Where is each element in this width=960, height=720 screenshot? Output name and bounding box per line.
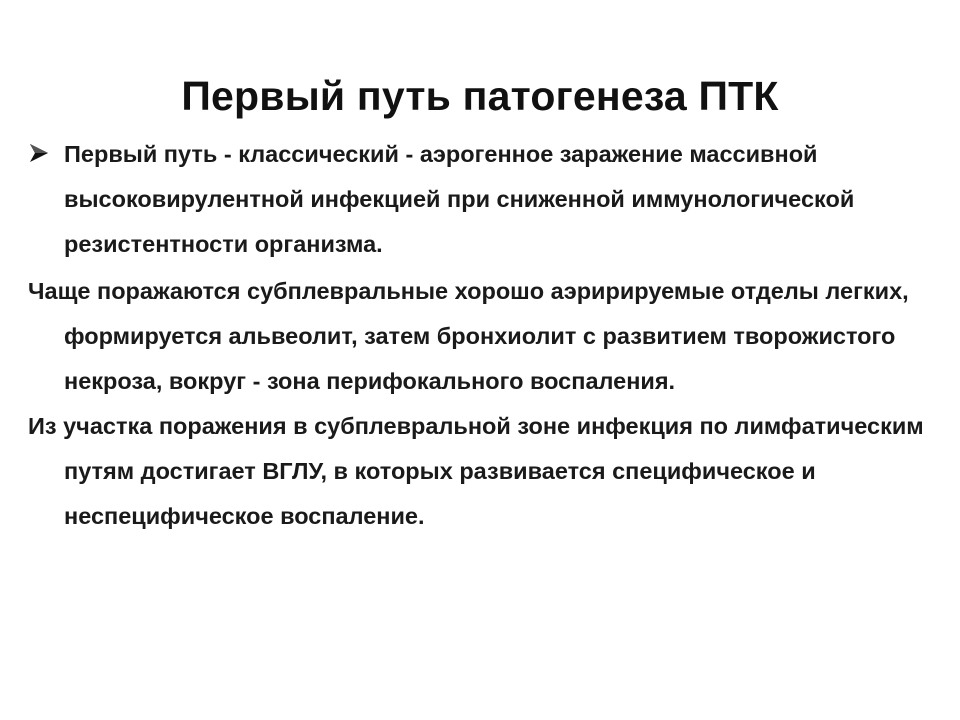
slide-title: Первый путь патогенеза ПТК <box>181 73 779 119</box>
paragraph-text: Первый путь - классический - аэрогенное заражение массивной высоковирулентной инфекцией при сниженной иммунологической резистентности организма. <box>64 141 855 257</box>
arrowhead-bullet-icon <box>28 142 50 164</box>
paragraph-classic-path <box>28 132 938 267</box>
paragraph-text: Чаще поражаются субплевральные хорошо аэририруемые отделы легких, формируется альвеолит, затем бронхиолит с развитием творожистого некроза, вокруг - зона перифокального воспаления. <box>28 278 909 394</box>
slide-body <box>28 132 938 539</box>
paragraph-affected-areas <box>28 269 938 404</box>
paragraph-lymphatic-spread <box>28 404 938 539</box>
paragraph-text: Из участка поражения в субплевральной зоне инфекция по лимфатическим путям достигает ВГЛУ, в которых развивается специфическое и неспецифическое воспаление. <box>28 413 924 529</box>
